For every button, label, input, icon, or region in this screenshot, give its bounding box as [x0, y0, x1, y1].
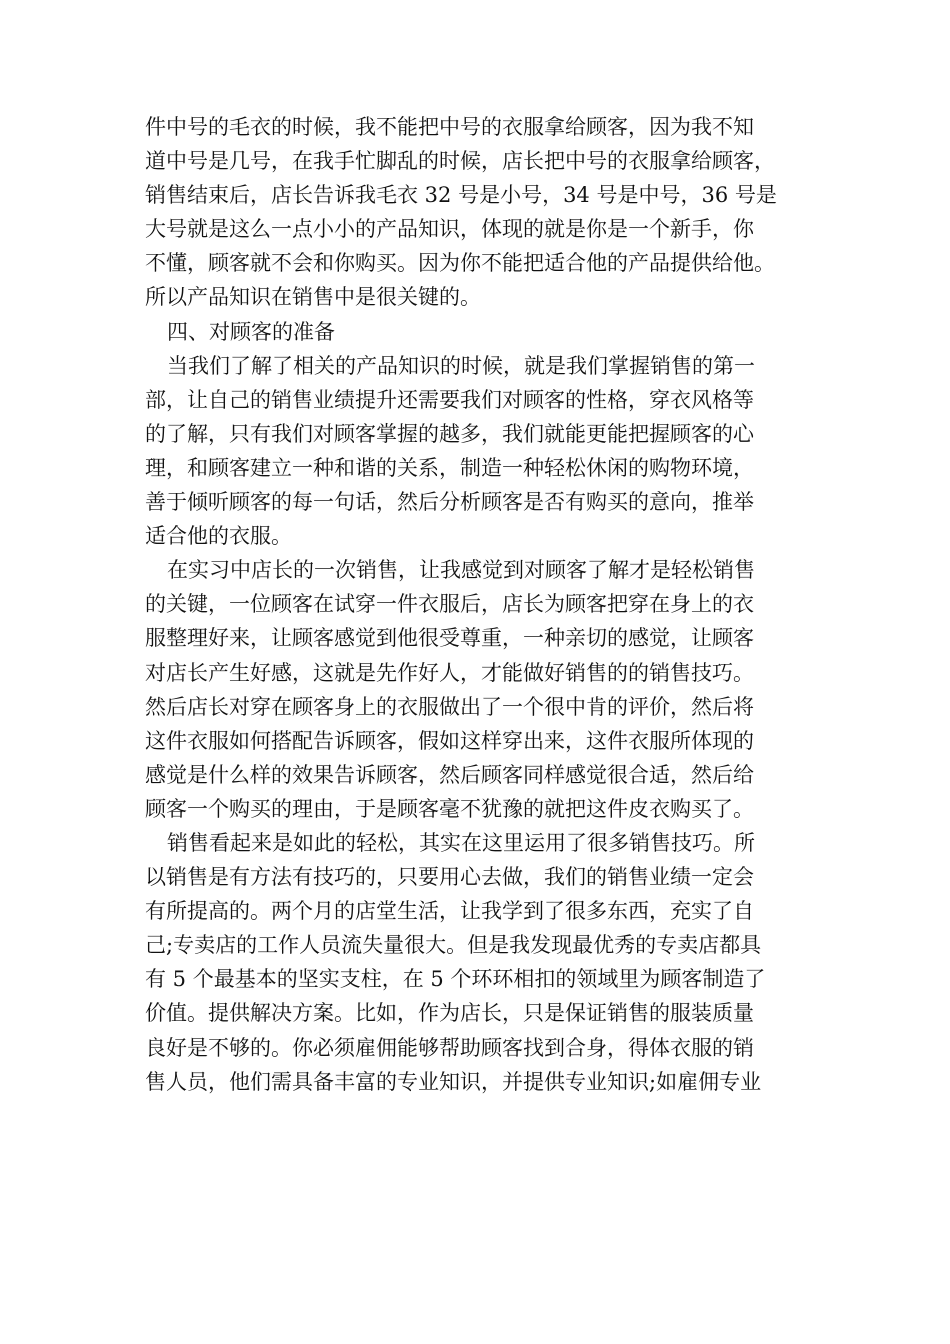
text-line: 部，让自己的销售业绩提升还需要我们对顾客的性格，穿衣风格等 [145, 387, 754, 412]
text-line: 销售结束后，店长告诉我毛衣 32 号是小号，34 号是中号，36 号是 [145, 183, 777, 208]
section-heading: 四、对顾客的准备 [167, 319, 335, 344]
text-line: 适合他的衣服。 [145, 524, 292, 549]
text-line: 的关键，一位顾客在试穿一件衣服后，店长为顾客把穿在身上的衣 [145, 592, 754, 617]
text-line: 善于倾听顾客的每一句话，然后分析顾客是否有购买的意向，推举 [145, 490, 754, 515]
text-line: 这件衣服如何搭配告诉顾客，假如这样穿出来，这件衣服所体现的 [145, 728, 754, 753]
text-line: 服整理好来，让顾客感觉到他很受尊重，一种亲切的感觉，让顾客 [145, 626, 754, 651]
text-line: 对店长产生好感，这就是先作好人，才能做好销售的的销售技巧。 [145, 660, 754, 685]
text-line: 良好是不够的。你必须雇佣能够帮助顾客找到合身，得体衣服的销 [145, 1035, 754, 1060]
text-line: 的了解，只有我们对顾客掌握的越多，我们就能更能把握顾客的心 [145, 421, 754, 446]
text-line: 己;专卖店的工作人员流失量很大。但是我发现最优秀的专卖店都具 [145, 933, 762, 958]
text-line: 然后店长对穿在顾客身上的衣服做出了一个很中肯的评价，然后将 [145, 694, 754, 719]
text-line: 以销售是有方法有技巧的，只要用心去做，我们的销售业绩一定会 [145, 865, 754, 890]
text-line: 有所提高的。两个月的店堂生活，让我学到了很多东西，充实了自 [145, 899, 754, 924]
text-line: 理，和顾客建立一种和谐的关系，制造一种轻松休闲的购物环境， [145, 455, 754, 480]
text-line: 道中号是几号，在我手忙脚乱的时候，店长把中号的衣服拿给顾客， [145, 149, 775, 174]
text-line: 大号就是这么一点小小的产品知识，体现的就是你是一个新手，你 [145, 217, 754, 242]
text-line: 所以产品知识在销售中是很关键的。 [145, 285, 481, 310]
text-line: 价值。提供解决方案。比如，作为店长，只是保证销售的服装质量 [145, 1001, 754, 1026]
text-line: 当我们了解了相关的产品知识的时候，就是我们掌握销售的第一 [167, 353, 755, 378]
text-line: 感觉是什么样的效果告诉顾客，然后顾客同样感觉很合适，然后给 [145, 762, 754, 787]
text-line: 在实习中店长的一次销售，让我感觉到对顾客了解才是轻松销售 [167, 558, 755, 583]
text-line: 顾客一个购买的理由，于是顾客毫不犹豫的就把这件皮衣购买了。 [145, 796, 754, 821]
text-line: 不懂，顾客就不会和你购买。因为你不能把适合他的产品提供给他。 [145, 251, 775, 276]
text-line: 销售看起来是如此的轻松，其实在这里运用了很多销售技巧。所 [167, 830, 755, 855]
text-line: 有 5 个最基本的坚实支柱，在 5 个环环相扣的领域里为顾客制造了 [145, 967, 766, 992]
text-line: 售人员，他们需具备丰富的专业知识，并提供专业知识;如雇佣专业 [145, 1069, 762, 1094]
document-body [145, 110, 815, 1099]
text-line: 件中号的毛衣的时候，我不能把中号的衣服拿给顾客，因为我不知 [145, 115, 754, 139]
